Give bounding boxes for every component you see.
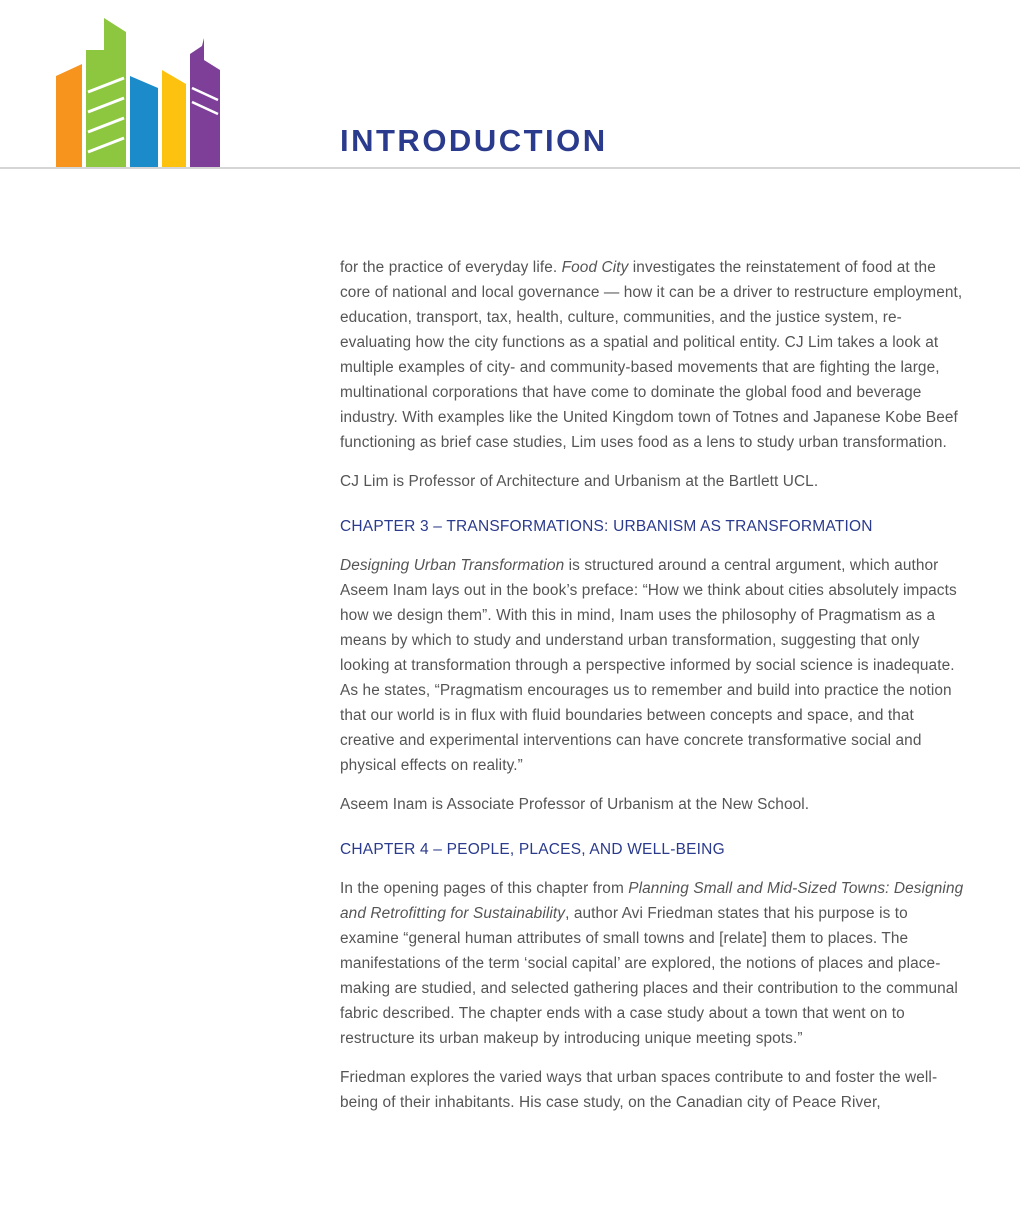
paragraph-chapter-3: Designing Urban Transformation is structured around a central argument, which author Aseem Inam lays out in the book’s preface: “How we think about cities absolutely impacts how we design them”. With this in mind, Inam uses the philosophy of Pragmatism as a means by which to study and understand urban transformation, suggesting that only looking at transformation through a perspective informed by social science is inadequate. As he states, “Pragmatism encourages us to remember and build into practice the notion that our world is in flux with fluid boundaries between concepts and space, and that creative and experimental interventions can have concrete transformative social and physical effects on reality.” <box>340 557 957 774</box>
logo-blue-building <box>130 76 158 167</box>
page-title: INTRODUCTION <box>340 123 608 158</box>
author-bio-aseem-inam: Aseem Inam is Associate Professor of Urbanism at the New School. <box>340 796 810 813</box>
book-title-food-city: Food City <box>561 259 629 276</box>
logo-yellow-building <box>162 70 186 167</box>
logo-orange-building <box>56 64 82 167</box>
book-title-designing-urban-transformation: Designing Urban Transformation <box>340 557 565 574</box>
author-bio-cj-lim: CJ Lim is Professor of Architecture and Urbanism at the Bartlett UCL. <box>340 473 819 490</box>
chapter-4-heading: CHAPTER 4 – PEOPLE, PLACES, AND WELL-BEING <box>340 841 725 858</box>
chapter-3-heading: CHAPTER 3 – TRANSFORMATIONS: URBANISM AS TRANSFORMATION <box>340 518 873 535</box>
paragraph-chapter-4: In the opening pages of this chapter from Planning Small and Mid-Sized Towns: Designing and Retrofitting for Sustainability, author Avi Friedman states that his purpose is to examine “general human attributes of small towns and [relate] them to places. The manifestations of the term ‘social capital’ are explored, the notions of places and place-making are studied, and selected gathering places and their contribution to the communal fabric described. The chapter ends with a case study about a town that went on to restructure its urban makeup by introducing unique meeting spots.” <box>340 880 964 1047</box>
main-content <box>340 255 970 1129</box>
paragraph-friedman: Friedman explores the varied ways that urban spaces contribute to and foster the well-being of their inhabitants. His case study, on the Canadian city of Peace River, <box>340 1069 938 1111</box>
paragraph-food-city: for the practice of everyday life. Food City investigates the reinstatement of food at the core of national and local governance — how it can be a driver to restructure employment, education, transport, tax, health, culture, communities, and the justice system, re-evaluating how the city functions as a spatial and political entity. CJ Lim takes a look at multiple examples of city- and community-based movements that are fighting the large, multinational corporations that have come to dominate the global food and beverage industry. With examples like the United Kingdom town of Totnes and Japanese Kobe Beef functioning as brief case studies, Lim uses food as a lens to study urban transformation. <box>340 259 963 451</box>
book-title-planning-small-towns: Planning Small and Mid-Sized Towns: Designing and Retrofitting for Sustainability <box>340 880 964 922</box>
city-buildings-logo <box>52 14 227 174</box>
header-divider <box>0 167 1020 169</box>
